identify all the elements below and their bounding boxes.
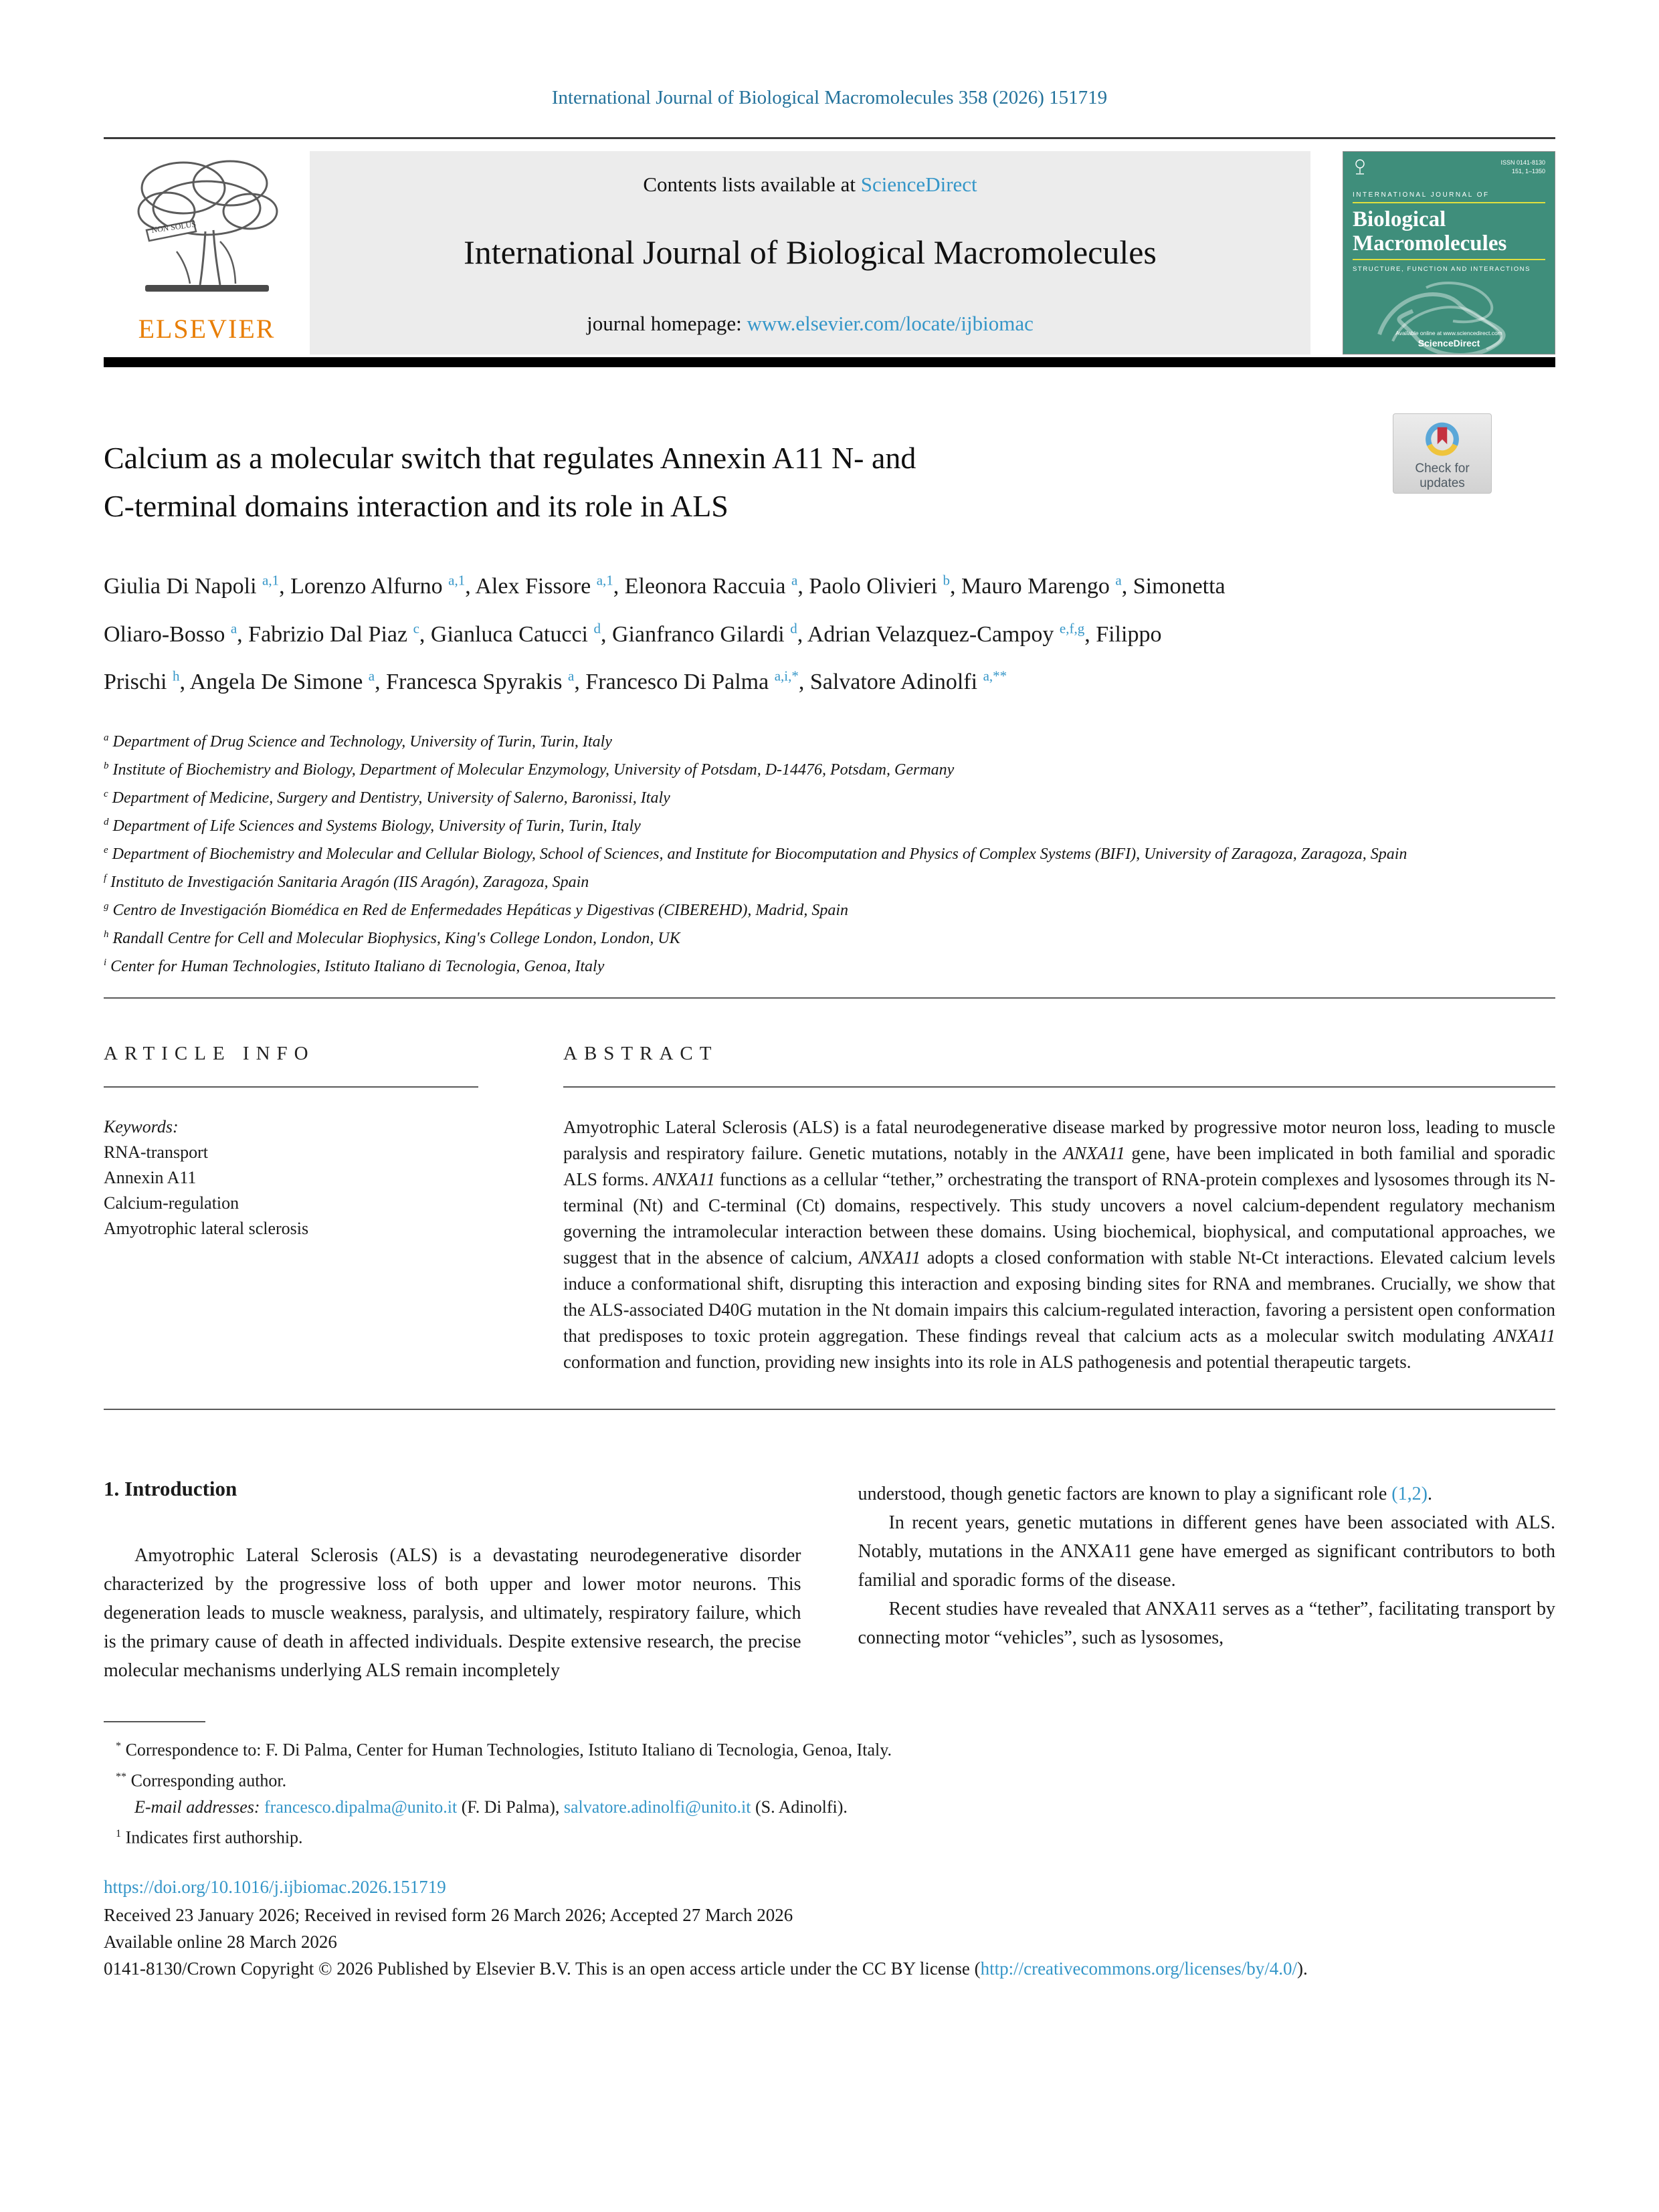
author-affiliation-sup[interactable]: h — [172, 668, 180, 684]
cover-subtitle: STRUCTURE, FUNCTION AND INTERACTIONS — [1353, 266, 1531, 273]
article-title-line1: Calcium as a molecular switch that regulates Annexin A11 N- and — [104, 441, 916, 475]
author-name: Gianfranco Gilardi — [611, 621, 785, 647]
cover-sciencedirect: ScienceDirect — [1418, 338, 1480, 348]
cover-issn-line1: ISSN 0141-8130 — [1500, 159, 1545, 166]
available-online: Available online 28 March 2026 — [104, 1931, 337, 1952]
keyword: Amyotrophic lateral sclerosis — [104, 1218, 309, 1238]
author-name: Fabrizio Dal Piaz — [248, 621, 408, 647]
author-name: Filippo Prischi — [104, 621, 1162, 694]
abstract-text: Amyotrophic Lateral Sclerosis (ALS) is a fatal neurodegenerative disease marked by progressive motor neuron loss, leading to muscle paralysis and respiratory failure. Genetic mutations, notably in the ANXA11 gene, have been implicated in both familial and sporadic ALS forms. ANXA11 functions as a cellular “tether,” orchestrating the transport of RNA-protein complexes and lysosomes through its N-terminal (Nt) and C-terminal (Ct) domains, respectively. This study uncovers a novel calcium-dependent regulatory mechanism governing the intramolecular interaction between these domains. Using biochemical, biophysical, and computational approaches, we suggest that in the absence of calcium, ANXA11 adopts a closed conformation with stable Nt-Ct interactions. Elevated calcium levels induce a conformational shift, disrupting this interaction and exposing binding sites for RNA and membranes. Crucially, we show that the ALS-associated D40G mutation in the Nt domain impairs this calcium-regulated interaction, favoring a persistent open conformation that predisposes to toxic protein aggregation. These findings reveal that calcium acts as a molecular switch modulating ANXA11 conformation and function, providing new insights into its role in ALS pathogenesis and potential therapeutic targets. — [563, 1116, 1556, 1372]
author — [290, 574, 475, 599]
homepage-line — [310, 312, 1310, 336]
divider — [1353, 259, 1545, 260]
affiliation-text: Department of Biochemistry and Molecular and Cellular Biology, School of Sciences, and Institute for Biocomputation and Physics of Complex Systems (BIFI), University of Zaragoza, Zaragoza, Spain — [112, 845, 1407, 863]
affiliation-mark: f — [104, 872, 107, 884]
homepage-label: journal homepage: — [587, 312, 747, 335]
author-affiliation-sup[interactable]: a — [791, 573, 798, 589]
intro-paragraph: In recent years, genetic mutations in different genes have been associated with ALS. Notably, mutations in the ANXA11 gene have emerged as significant contributors to both familial and sporadic forms of the disease. — [858, 1512, 1555, 1591]
cover-issn-line2: 151, 1–1350 — [1511, 168, 1545, 175]
divider-black-bar — [104, 357, 1555, 367]
contents-prefix: Contents lists available at — [643, 173, 861, 196]
author — [807, 622, 1096, 647]
author-affiliation-sup[interactable]: a,1 — [262, 573, 280, 589]
check-for-updates-badge[interactable] — [1393, 413, 1492, 494]
info-abstract-section — [104, 999, 1555, 1375]
check-for-updates-label — [1393, 462, 1491, 491]
author-separator: , — [1084, 621, 1096, 647]
author-affiliation-sup[interactable]: c — [413, 620, 419, 637]
article-title-line2: C-terminal domains interaction and its role in ALS — [104, 489, 728, 523]
author-name: Giulia Di Napoli — [104, 574, 257, 599]
keywords-list — [104, 1140, 478, 1241]
divider — [563, 1086, 1555, 1088]
email-addresses-note: E-mail addresses: francesco.dipalma@unito.it (F. Di Palma), salvatore.adinolfi@unito.it (S. Adinolfi). — [134, 1797, 848, 1817]
affiliation-text: Centro de Investigación Biomédica en Red de Enfermedades Hepáticas y Digestivas (CIBEREHD), Madrid, Spain — [112, 901, 849, 919]
abstract-heading: ABSTRACT — [563, 1042, 718, 1064]
masthead — [104, 151, 1555, 355]
affiliation-mark: a — [104, 732, 109, 743]
author-name: Gianluca Catucci — [430, 621, 588, 647]
cover-kicker: INTERNATIONAL JOURNAL OF — [1353, 191, 1490, 199]
affiliation-list — [104, 726, 1555, 979]
cover-title — [1353, 207, 1545, 256]
affiliation-text: Institute of Biochemistry and Biology, Department of Molecular Enzymology, University of Potsdam, D-14476, Potsdam, Germany — [112, 761, 955, 779]
svg-text:NON SOLUS: NON SOLUS — [151, 219, 197, 235]
author-separator: , — [237, 621, 249, 647]
affiliation-mark: h — [104, 928, 109, 940]
affiliation-line — [104, 894, 1555, 922]
journal-cover-thumbnail[interactable] — [1343, 151, 1555, 355]
author-separator: , — [950, 574, 962, 599]
author-separator: , — [375, 669, 387, 694]
journal-title: International Journal of Biological Macromolecules — [464, 233, 1157, 271]
author-name: Mauro Marengo — [961, 574, 1110, 599]
corresponding-author-note: ** Corresponding author. — [116, 1771, 287, 1791]
sciencedirect-link[interactable]: ScienceDirect — [860, 173, 977, 196]
intro-paragraph: Amyotrophic Lateral Sclerosis (ALS) is a devastating neurodegenerative disorder characterized by the progressive loss of both upper and lower motor neurons. This degeneration leads to muscle weakness, paralysis, and ultimately, respiratory failure, which is the primary cause of death in affected individuals. Despite extensive research, the precise molecular mechanisms underlying ALS remain incompletely — [104, 1544, 801, 1681]
keyword: RNA-transport — [104, 1142, 208, 1162]
author-name: Lorenzo Alfurno — [290, 574, 443, 599]
badge-line1: Check for — [1415, 462, 1470, 476]
affiliation-line — [104, 950, 1555, 979]
correspondence-note: * Correspondence to: F. Di Palma, Center for Human Technologies, Istituto Italiano di Tecnologia, Genoa, Italy. — [116, 1740, 892, 1760]
affiliation-mark: c — [104, 788, 108, 799]
introduction-section — [104, 1410, 1555, 1685]
author-name: Salvatore Adinolfi — [809, 669, 978, 694]
author — [612, 622, 807, 647]
affiliation-line — [104, 810, 1555, 838]
affiliation-text: Instituto de Investigación Sanitaria Aragón (IIS Aragón), Zaragoza, Spain — [110, 873, 589, 891]
first-authorship-note: $^1$ Indicates first authorship. — [116, 1827, 303, 1847]
affiliation-mark: d — [104, 816, 109, 827]
author-affiliation-sup[interactable]: d — [790, 620, 797, 637]
author-name: Francesca Spyrakis — [386, 669, 563, 694]
affiliation-line — [104, 866, 1555, 894]
introduction-heading: 1. Introduction — [104, 1476, 237, 1500]
elsevier-logo — [104, 151, 310, 355]
author-affiliation-sup[interactable]: a,** — [983, 668, 1007, 684]
author-name: Angela De Simone — [189, 669, 363, 694]
affiliation-line — [104, 782, 1555, 810]
cover-footer — [1343, 330, 1555, 348]
article-title — [104, 434, 1308, 530]
author — [386, 670, 585, 694]
author-separator: , — [1121, 574, 1133, 599]
journal-banner — [310, 151, 1310, 355]
elsevier-tree-icon — [120, 151, 294, 312]
cover-available-line: Available online at www.sciencedirect.com — [1395, 330, 1502, 336]
affiliation-text: Department of Life Sciences and Systems Biology, University of Turin, Turin, Italy — [112, 817, 641, 835]
author-affiliation-sup[interactable]: e,f,g — [1059, 620, 1085, 637]
affiliation-text: Department of Drug Science and Technology, University of Turin, Turin, Italy — [112, 732, 612, 750]
author-affiliation-sup[interactable]: a,i,* — [774, 668, 799, 684]
homepage-link[interactable]: www.elsevier.com/locate/ijbiomac — [747, 312, 1034, 335]
affiliation-text: Center for Human Technologies, Istituto Italiano di Tecnologia, Genoa, Italy — [110, 957, 605, 975]
affiliation-line — [104, 838, 1555, 866]
author-separator: , — [574, 669, 586, 694]
copyright-line: 0141-8130/Crown Copyright © 2026 Published by Elsevier B.V. This is an open access article under the CC BY license (http://creativecommons.org/licenses/by/4.0/). — [104, 1958, 1308, 1979]
affiliation-line — [104, 754, 1555, 782]
author — [809, 574, 961, 599]
intro-left-column — [104, 1410, 801, 1685]
keywords-label: Keywords: — [104, 1116, 179, 1136]
author-separator: , — [279, 574, 291, 599]
keyword: Calcium-regulation — [104, 1193, 239, 1213]
author-name: Francesco Di Palma — [585, 669, 769, 694]
affiliation-line — [104, 726, 1555, 754]
cover-title-line1: Biological — [1353, 207, 1446, 231]
article-info-column — [104, 999, 478, 1375]
cover-issn — [1500, 159, 1545, 176]
author — [585, 670, 809, 694]
author — [625, 574, 809, 599]
author-name: Simonetta Oliaro-Bosso — [104, 574, 1226, 647]
elsevier-wordmark: ELSEVIER — [138, 314, 276, 344]
author-affiliation-sup[interactable]: a — [230, 620, 237, 637]
author-affiliation-sup[interactable]: b — [943, 573, 951, 589]
divider — [1353, 202, 1545, 203]
author-separator: , — [600, 621, 612, 647]
check-for-updates-icon — [1423, 449, 1462, 461]
divider — [104, 1086, 478, 1088]
contents-line — [310, 173, 1310, 197]
author-list — [104, 560, 1228, 703]
keyword: Annexin A11 — [104, 1167, 197, 1187]
author — [810, 670, 1007, 694]
author-separator: , — [613, 574, 625, 599]
author-name: Alex Fissore — [475, 574, 591, 599]
cover-title-line2: Macromolecules — [1353, 231, 1507, 256]
author-name: Adrian Velazquez-Campoy — [807, 621, 1054, 647]
divider — [104, 137, 1555, 139]
author-separator: , — [798, 669, 810, 694]
author-separator: , — [797, 621, 807, 647]
intro-paragraph: Recent studies have revealed that ANXA11 serves as a “tether”, facilitating transport by connecting motor “vehicles”, such as lysosomes, — [858, 1598, 1555, 1648]
author-affiliation-sup[interactable]: d — [593, 620, 601, 637]
author-separator: , — [419, 621, 431, 647]
author-name: Paolo Olivieri — [809, 574, 938, 599]
affiliation-line — [104, 922, 1555, 950]
author-separator: , — [465, 574, 476, 599]
author — [961, 574, 1133, 599]
article-info-heading: ARTICLE INFO — [104, 1042, 315, 1064]
author-affiliation-sup[interactable]: a,1 — [596, 573, 613, 589]
author — [431, 622, 612, 647]
cover-elsevier-mini-icon — [1353, 159, 1367, 179]
journal-reference: International Journal of Biological Macromolecules 358 (2026) 151719 — [551, 87, 1108, 108]
intro-right-column — [858, 1410, 1556, 1685]
author-affiliation-sup[interactable]: a — [568, 668, 575, 684]
author-separator: , — [797, 574, 809, 599]
abstract-column — [563, 999, 1555, 1375]
author — [190, 670, 387, 694]
affiliation-mark: b — [104, 760, 109, 771]
badge-line2: updates — [1420, 476, 1465, 490]
author-affiliation-sup[interactable]: a — [1115, 573, 1122, 589]
affiliation-text: Department of Medicine, Surgery and Dentistry, University of Salerno, Baronissi, Italy — [112, 789, 670, 807]
affiliation-mark: e — [104, 844, 108, 856]
affiliation-mark: i — [104, 957, 107, 968]
intro-paragraph: understood, though genetic factors are known to play a significant role (1,2). — [858, 1483, 1432, 1504]
author-separator: , — [179, 669, 190, 694]
doi-url[interactable]: https://doi.org/10.1016/j.ijbiomac.2026.151719 — [104, 1876, 446, 1897]
author-affiliation-sup[interactable]: a — [368, 668, 375, 684]
received-dates: Received 23 January 2026; Received in revised form 26 March 2026; Accepted 27 March 2026 — [104, 1904, 793, 1925]
affiliation-mark: g — [104, 900, 109, 912]
author-name: Eleonora Raccuia — [624, 574, 786, 599]
author — [104, 574, 290, 599]
author — [248, 622, 431, 647]
author — [475, 574, 624, 599]
doi-link[interactable] — [104, 1877, 1555, 1898]
affiliation-text: Randall Centre for Cell and Molecular Biophysics, King's College London, London, UK — [112, 929, 680, 947]
footnotes — [104, 1733, 1555, 1851]
footnote-divider — [104, 1721, 205, 1722]
author-affiliation-sup[interactable]: a,1 — [448, 573, 466, 589]
dates-and-rights — [104, 1902, 1555, 1982]
